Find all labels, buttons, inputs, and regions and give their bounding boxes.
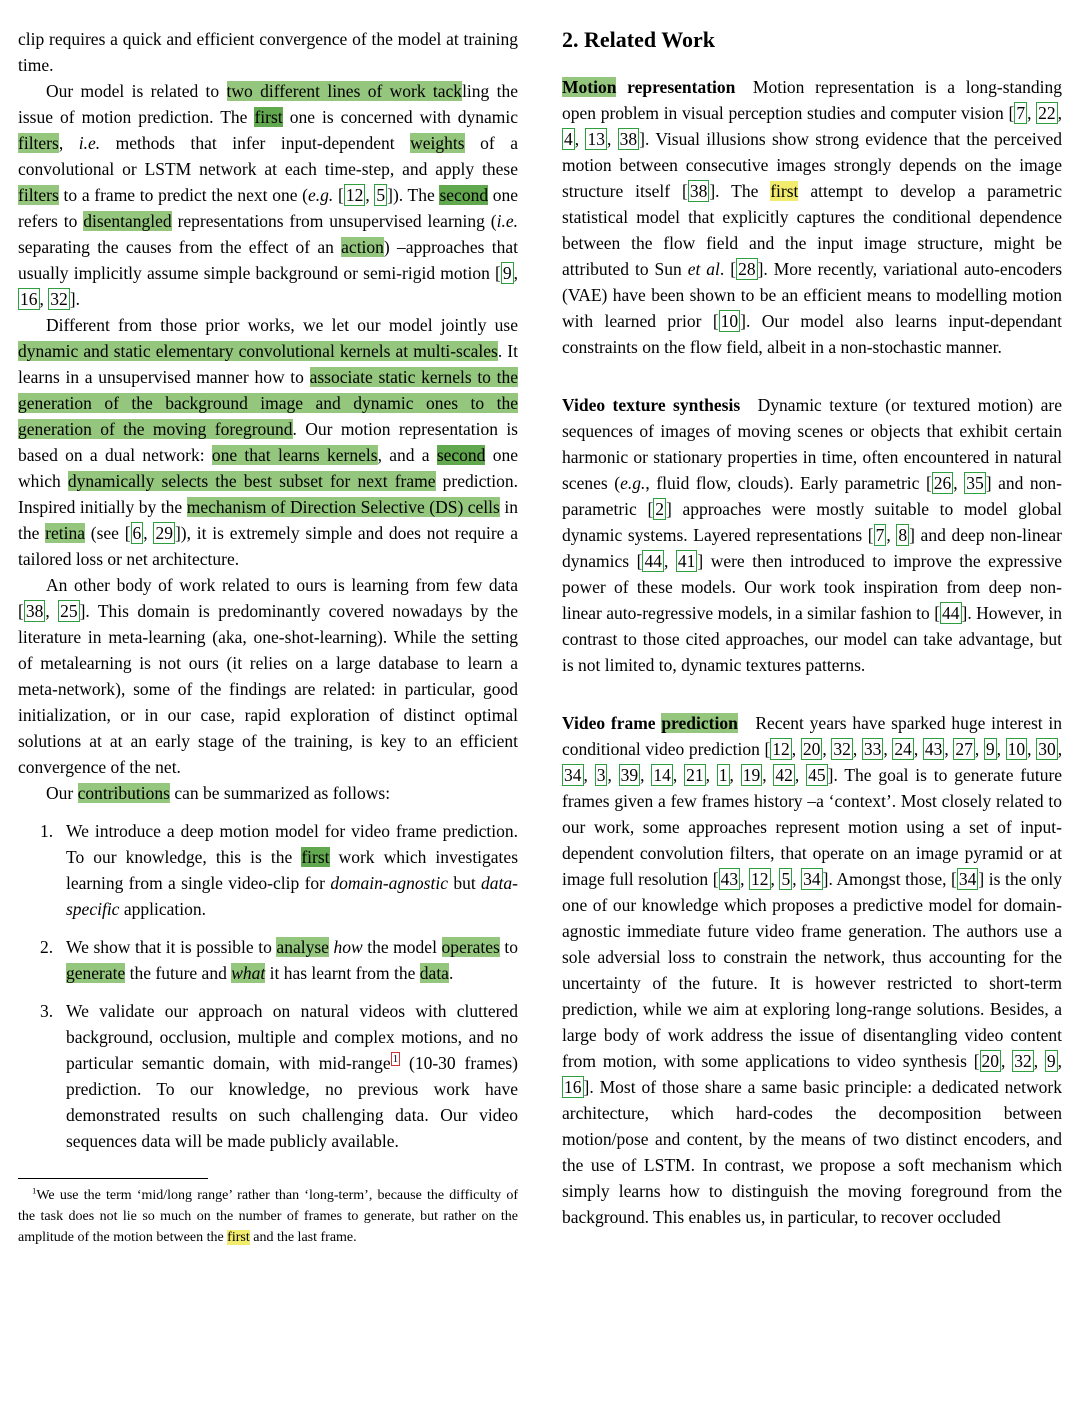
citation-number[interactable]: 21 (686, 765, 704, 785)
citation-number[interactable]: 34 (564, 765, 582, 785)
text-run: and non-parametric (562, 473, 1062, 519)
citation-number[interactable]: 27 (955, 739, 973, 759)
text-run: ), it is extremely simple and does not require a tailored loss or net architecture. (18, 523, 518, 569)
citation[interactable]: [ 38 , 25 ] (18, 601, 86, 621)
citation-number[interactable]: 7 (875, 525, 885, 545)
citation-number[interactable]: 4 (564, 129, 573, 149)
text-run: domain-agnostic (330, 873, 448, 893)
text-run: one is concerned with dynamic (282, 107, 518, 127)
text-run: application. (119, 899, 206, 919)
citation-number[interactable]: 44 (942, 603, 960, 623)
citation-number[interactable]: 20 (802, 739, 821, 759)
citation-number[interactable]: 32 (50, 289, 68, 309)
footnote-ref[interactable]: 1 (392, 1053, 399, 1066)
text-run: . Most of those share a same basic principle: a dedicated network architecture, which hard-codes the decomposition between motion/pose and content, by the means of two distinct encoders, and the use of LSTM. In contrast, we propose a soft mechanism which simply learns how to distinguish the moving foreground from the background. This enables us, in particular, to recover occluded (562, 1077, 1062, 1227)
text-run: An other body of work related to ours is learning from few data (46, 575, 518, 595)
highlighted-text: one that learns kernels (211, 445, 378, 465)
citation[interactable]: [ 44 , 41 ] (636, 551, 704, 571)
list-item (18, 934, 518, 986)
text-run: prediction. Inspired initially by the (18, 471, 518, 517)
citation[interactable]: [ 44 ] (934, 603, 968, 623)
citation[interactable]: [ 34 ] (951, 869, 985, 889)
highlighted-text: first (254, 107, 283, 127)
list-item (18, 998, 518, 1154)
paragraph (18, 780, 518, 806)
text-run (735, 77, 753, 97)
highlighted-text: dynamic and static elementary convolutional kernels at multi-scales (18, 341, 498, 361)
highlighted-text: first (227, 1230, 250, 1245)
paragraph (18, 312, 518, 572)
list-item-text (66, 998, 518, 1154)
footnote-marker: 1 (32, 1185, 37, 1196)
text-run: . The (715, 181, 771, 201)
left-column (18, 26, 518, 1402)
text-run: clip requires a quick and efficient convergence of the model at training time. (18, 29, 518, 75)
citation-number[interactable]: 29 (155, 523, 173, 543)
citation-number[interactable]: 16 (564, 1077, 582, 1097)
paragraph (18, 26, 518, 78)
paragraph (562, 74, 1062, 360)
citation-number[interactable]: 33 (863, 739, 882, 759)
citation-number[interactable]: 10 (720, 311, 739, 331)
text-run: and deep non-linear dynamics (562, 525, 1063, 571)
highlighted-text: filters (18, 133, 59, 153)
citation-number[interactable]: 42 (775, 765, 793, 785)
text-run: Motion representation is a long-standing open problem in visual perception studies and computer vision (562, 77, 1063, 123)
citation-number[interactable]: 2 (655, 499, 665, 519)
citation[interactable]: [ 12 , 20 , 32 , 33 , 24 , 43 , 27 , 9 , 10 , 30 , 34 , 3 , 39 , 14 , 21 , 1 , 19 , 42 , 45 ] (564, 739, 1063, 785)
text-run: in the (18, 497, 518, 543)
text-run: . (719, 259, 731, 279)
citation[interactable]: [ 20 , 32 , 9 , 16 ] (564, 1051, 1063, 1097)
text-run: attempt to develop a parametric statistical model that explicitly captures the conditional dependence between the flow field and the input image structure, might be attributed to Sun (562, 181, 1062, 279)
citation-number[interactable]: 34 (958, 869, 977, 889)
highlighted-text: second (436, 445, 486, 465)
list-item-number: 2. (40, 937, 54, 957)
citation-number[interactable]: 34 (803, 869, 821, 889)
list-item-text (66, 934, 518, 986)
citation[interactable]: [ 10 ] (712, 311, 746, 331)
text-run: is the only one of our knowledge which proposes a predictive model for domain-agnostic immediate future video frame generation. The authors use a sole adversial loss to constrain the network, thus accounting for the uncertainty of the future. It is however restricted to short-term prediction, while we aim at exploring long-range solutions. Besides, a large body of work address the issue of disentangling video content from motion, with some applications to video synthesis (562, 869, 1063, 1071)
text-run: representations from unsupervised learning ( (171, 211, 497, 231)
citation-number[interactable]: 24 (894, 739, 912, 759)
text-run: We show that it is possible to (66, 937, 277, 957)
citation-number[interactable]: 41 (677, 551, 696, 571)
text-run: Video texture synthesis (562, 395, 741, 415)
citation-number[interactable]: 19 (742, 765, 761, 785)
citation-number[interactable]: 7 (1016, 103, 1026, 123)
text-run: one refers to (18, 185, 519, 231)
citation[interactable]: [ 7 , 8 ] (867, 525, 915, 545)
text-run: e.g. (620, 473, 646, 493)
text-run: (see (85, 523, 125, 543)
text-run: (10-30 frames) prediction. To our knowledge, no previous work have demonstrated results on such challenging data. Our video sequences data will be made publicly available. (66, 1053, 518, 1151)
citation-number[interactable]: 1 (718, 765, 728, 785)
highlighted-text: two different lines of work tack (226, 81, 463, 101)
highlighted-text: disentangled (83, 211, 172, 231)
paragraph (562, 392, 1062, 678)
text-run: methods that infer input-dependent (100, 133, 411, 153)
citation-number[interactable]: 13 (587, 129, 605, 149)
text-run: . Visual illusions show strong evidence that the perceived motion between consecutive images strongly depends on the image structure itself (562, 129, 1063, 201)
citation-number[interactable]: 38 (619, 129, 638, 149)
list-item-number: 3. (40, 1001, 54, 1021)
text-run (616, 77, 627, 97)
text-run: . This domain is predominantly covered nowadays by the literature in meta-learning (aka, one-shot-learning). While the setting of metalearning is not ours (it relies on a large database to learn a meta-network), some of the findings are related: in particular, good initialization, or in our case, rapid exploration of distinct optimal solutions at at an early stage of the training, is key to an efficient convergence of the net. (18, 601, 519, 777)
text-run: Recent years have sparked huge interest in conditional video prediction (562, 713, 1063, 759)
highlighted-text: what (231, 963, 266, 983)
text-run: of a convolutional or LSTM network at each time-step, and apply these (18, 133, 518, 179)
text-run: one which (18, 445, 518, 491)
citation[interactable]: [ 26 , 35 ] (925, 473, 992, 493)
text-run: were then introduced to improve the expressive power of these models. Our work took inspiration from deep non-linear auto-regressive models, in a similar fashion to (562, 551, 1063, 623)
citation-number[interactable]: 9 (985, 739, 995, 759)
highlighted-text: associate static kernels to the generation of the background image and dynamic ones to the generation of the moving foreground (18, 367, 519, 439)
highlighted-text: contributions (77, 783, 170, 803)
footnote-rule (18, 1178, 208, 1179)
text-run: e.g. (308, 185, 334, 205)
text-run: . The goal is to generate future frames given a few frames history –a ‘context’. Most closely related to our work, some approaches represent motion using a set of input-dependent convolution filters, that operate on an image pyramid or at image full resolution (562, 765, 1063, 889)
text-run: Our (46, 783, 78, 803)
citation[interactable]: [ 2 ] (647, 499, 672, 519)
text-run: . Our motion representation is based on a dual network: (18, 419, 518, 465)
text-run: the future and (125, 963, 232, 983)
text-run: but (447, 873, 482, 893)
citation-number[interactable]: 39 (620, 765, 639, 785)
text-run: ling the issue of motion prediction. The (18, 81, 518, 127)
citation-number[interactable]: 14 (653, 765, 671, 785)
text-run: approaches were mostly suitable to model global dynamic systems. Layered representations (562, 499, 1063, 545)
highlighted-text: retina (45, 523, 85, 543)
citation-number[interactable]: 12 (751, 869, 769, 889)
highlighted-text: first (770, 181, 799, 201)
text-run: , fluid flow, clouds). Early parametric (645, 473, 926, 493)
citation-number[interactable]: 6 (132, 523, 142, 543)
text-run: to (499, 937, 518, 957)
list-item (18, 818, 518, 922)
text-run: ). The (392, 185, 440, 205)
citation-number[interactable]: 30 (1038, 739, 1056, 759)
citation-number[interactable]: 12 (345, 185, 364, 205)
highlighted-text: second (439, 185, 489, 205)
right-column (562, 26, 1062, 1402)
citation-number[interactable]: 9 (502, 263, 512, 283)
citation-number[interactable]: 32 (833, 739, 851, 759)
citation-number[interactable]: 44 (644, 551, 662, 571)
text-run: Video frame (562, 713, 662, 733)
highlighted-text: generate (66, 963, 126, 983)
text-run: work which investigates learning from a single video-clip for (66, 847, 518, 893)
highlighted-text: Motion (562, 77, 617, 97)
citation-number[interactable]: 32 (1014, 1051, 1032, 1071)
text-run: . However, in contrast to those cited approaches, our model can take advantage, but is not limited to, dynamic textures patterns. (562, 603, 1062, 675)
highlighted-text: mechanism of Direction Selective (DS) cells (186, 497, 500, 517)
citation-number[interactable]: 35 (966, 473, 984, 493)
text-run: can be summarized as follows: (169, 783, 391, 803)
citation-number[interactable]: 12 (772, 739, 790, 759)
citation[interactable]: [ 9 , 16 , 32 ] (20, 263, 518, 309)
highlighted-text: analyse (276, 937, 329, 957)
highlighted-text: action (341, 237, 384, 257)
text-run: We introduce a deep motion model for video frame prediction. To our knowledge, this is the (66, 821, 518, 867)
text-run: representation (627, 77, 736, 97)
text-run: Different from those prior works, we let our model jointly use (46, 315, 518, 335)
list-item-number: 1. (40, 821, 54, 841)
text-run: i.e. (78, 133, 101, 153)
text-run: We use the term ‘mid/long range’ rather than ‘long-term’, because the difficulty of the task does not lie so much on the number of frames to generate, but rather on the amplitude of the motion between the (18, 1188, 518, 1245)
citation[interactable]: [ 28 ] (730, 259, 764, 279)
text-run: and the last frame. (249, 1230, 357, 1245)
citation-number[interactable]: 5 (376, 185, 386, 205)
footnote-text (18, 1185, 518, 1248)
highlighted-text: operates (441, 937, 500, 957)
citation-number[interactable]: 26 (933, 473, 952, 493)
citation-number[interactable]: 22 (1038, 103, 1056, 123)
paragraph (18, 78, 518, 312)
highlighted-text: prediction (661, 713, 738, 733)
citation-number[interactable]: 8 (898, 525, 908, 545)
section-heading: 2. Related Work (562, 27, 715, 52)
highlighted-text: first (301, 847, 330, 867)
text-run (740, 395, 758, 415)
text-run: i.e. (496, 211, 518, 231)
footnote (18, 1178, 518, 1248)
text-run: , (58, 133, 79, 153)
text-run: separating the causes from the effect of an (18, 237, 342, 257)
highlighted-text: weights (410, 133, 465, 153)
highlighted-text: filters (18, 185, 59, 205)
citation-number[interactable]: 16 (20, 289, 38, 309)
text-run: . Our model also learns input-dependant constraints on the flow field, albeit in a non-stochastic manner. (562, 311, 1062, 357)
citation-number[interactable]: 25 (60, 601, 78, 621)
citation-number[interactable]: 20 (981, 1051, 1000, 1071)
list-item-text (66, 818, 518, 922)
citation-number[interactable]: 38 (689, 181, 708, 201)
citation-number[interactable]: 9 (1046, 1051, 1056, 1071)
text-run: the model (362, 937, 442, 957)
highlighted-text: data (419, 963, 449, 983)
text-run: to a frame to predict the next one ( (58, 185, 309, 205)
text-run: . It learns in a unsupervised manner how to (18, 341, 518, 387)
citation-number[interactable]: 3 (596, 765, 606, 785)
text-run: ) –approaches that usually implicitly assume simple background or semi-rigid motion (18, 237, 518, 283)
text-run: . (448, 963, 454, 983)
text-run: it has learnt from the (265, 963, 420, 983)
citation-number[interactable]: 45 (808, 765, 826, 785)
citation-number[interactable]: 43 (924, 739, 943, 759)
text-run (738, 713, 756, 733)
text-run: et al (687, 259, 720, 279)
text-run: , and a (377, 445, 437, 465)
highlighted-text: dynamically selects the best subset for next frame (67, 471, 436, 491)
citation-number[interactable]: 28 (738, 259, 756, 279)
text-run: Dynamic texture (or textured motion) are sequences of images of moving scenes or objects that exhibit certain harmonic or stationary properties in time, often encountered in natural scenes ( (562, 395, 1062, 493)
citation[interactable]: [ 6 , 29 ] (124, 523, 181, 543)
paragraph (562, 710, 1062, 1230)
citation[interactable]: [ 38 ] (682, 181, 716, 201)
text-run: We validate our approach on natural videos with cluttered background, occlusion, multiple and complex motions, and no particular semantic domain, with mid-range (66, 1001, 518, 1073)
paragraph (18, 572, 518, 780)
citation-number[interactable]: 10 (1007, 739, 1026, 759)
text-run: data-specific (66, 873, 518, 919)
citation-number[interactable]: 43 (720, 869, 739, 889)
citation[interactable]: [ 7 , 22 , 4 , 13 , 38 ] (564, 103, 1063, 149)
citation[interactable]: [ 12 , 5 ] (338, 185, 393, 205)
text-run: how (333, 937, 363, 957)
citation[interactable]: [ 43 , 12 , 5 , 34 ] (712, 869, 829, 889)
citation-number[interactable]: 38 (25, 601, 44, 621)
text-run: . Amongst those, (828, 869, 952, 889)
text-run: . (75, 289, 80, 309)
citation-number[interactable]: 5 (781, 869, 791, 889)
text-run: . More recently, variational auto-encoders (VAE) have been shown to be an efficient means to modelling motion with learned prior (562, 259, 1063, 331)
text-run: Our model is related to (46, 81, 227, 101)
